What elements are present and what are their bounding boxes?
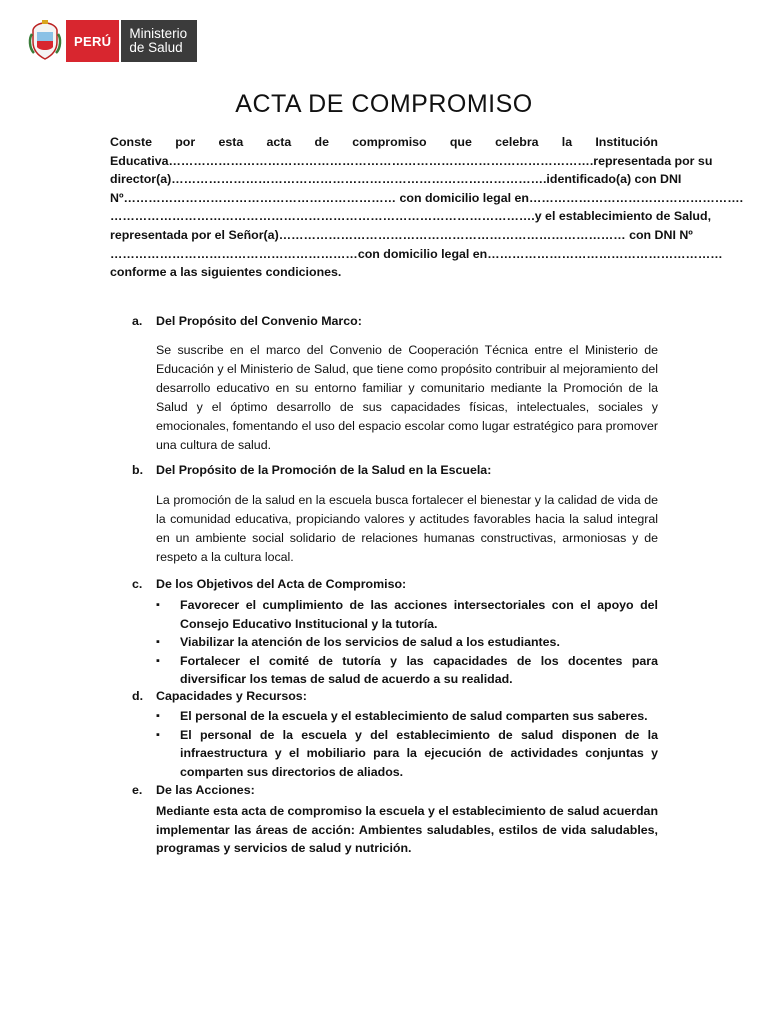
peru-label: PERÚ [66, 20, 119, 62]
section-b-heading [132, 463, 491, 477]
intro-paragraph [110, 133, 744, 282]
intro-line: representada por el Señor(a)………………………………………………………………………… con DNI Nº [110, 227, 693, 242]
section-b-body: La promoción de la salud en la escuela busca fortalecer el bienestar y la calidad de vida de la comunidad educativa, propiciando valores y actitudes favorables hacia la salud integral en un ambiente social solidario de relaciones humanas constructivas, armoniosas y de respeto a la cultura local. [156, 493, 658, 564]
intro-line: Conste por esta acta de compromiso que celebra la Institución [110, 135, 658, 149]
intro-line: ……………………………………………………con domicilio legal en………………………………………………… [110, 246, 723, 261]
list-item: ▪ Favorecer el cumplimiento de las acciones intersectoriales con el apoyo del Consejo Educativo Institucional y la tutoría. [156, 596, 658, 633]
section-e-body: Mediante esta acta de compromiso la escuela y el establecimiento de salud acuerdan implementar las áreas de acción: Ambientes saludables, estilos de vida saludables, programas y servicios de salud y nutrición. [156, 804, 659, 855]
list-item: ▪ Fortalecer el comité de tutoría y las capacidades de los docentes para diversificar los temas de salud de acuerdo a su realidad. [156, 652, 658, 689]
section-e-heading [132, 783, 255, 797]
section-label: e. [132, 783, 143, 797]
section-a-heading [132, 314, 362, 328]
section-title: De las Acciones: [156, 783, 255, 797]
list-item: ▪ Viabilizar la atención de los servicios de salud a los estudiantes. [156, 633, 658, 652]
intro-line: Nº………………………………………………………… con domicilio legal en……………………………………………. [110, 190, 744, 205]
section-label: c. [132, 577, 143, 591]
coat-of-arms-icon [28, 20, 62, 62]
intro-line: director(a)……………………………………………………………………………….identificado(a) con DNI [110, 172, 682, 187]
ministry-header [28, 20, 197, 62]
section-title: Del Propósito del Convenio Marco: [156, 314, 362, 328]
ministry-line-1: Ministerio [129, 26, 188, 41]
intro-line: Educativa………………………………………………………………………………………….representada por su [110, 153, 713, 168]
section-label: a. [132, 314, 143, 328]
intro-line: ………………………………………………………………………………………….y el establecimiento de Salud, [110, 209, 712, 224]
section-title: De los Objetivos del Acta de Compromiso: [156, 577, 407, 591]
section-c-list [156, 596, 658, 689]
list-item: ▪ El personal de la escuela y del establecimiento de salud disponen de la infraestructura y el mobiliario para la ejecución de actividades conjuntas y comparten sus directorios de aliados. [156, 726, 658, 782]
intro-line: conforme a las siguientes condiciones. [110, 265, 342, 280]
section-a-body: Se suscribe en el marco del Convenio de Cooperación Técnica entre el Ministerio de Educación y el Ministerio de Salud, que tiene como propósito contribuir al mejoramiento del desarrollo educativo en su entorno familiar y comunitario mediante la Promoción de la Salud y el óptimo desarrollo de sus capacidades físicas, intelectuales, sociales y emocionales, fomentando el uso del espacio escolar como lugar estratégico para promover una cultura de salud. [156, 343, 658, 452]
section-c-heading [132, 577, 406, 591]
document-title: ACTA DE COMPROMISO [235, 90, 533, 118]
section-d-list [156, 707, 658, 781]
list-item: ▪ El personal de la escuela y el establecimiento de salud comparten sus saberes. [156, 707, 658, 726]
ministry-line-2: de Salud [129, 40, 183, 55]
ministry-name [119, 20, 197, 62]
section-label: d. [132, 689, 144, 703]
section-title: Del Propósito de la Promoción de la Salud en la Escuela: [156, 463, 492, 477]
section-title: Capacidades y Recursos: [156, 689, 307, 703]
section-label: b. [132, 463, 144, 477]
section-d-heading [132, 689, 307, 703]
